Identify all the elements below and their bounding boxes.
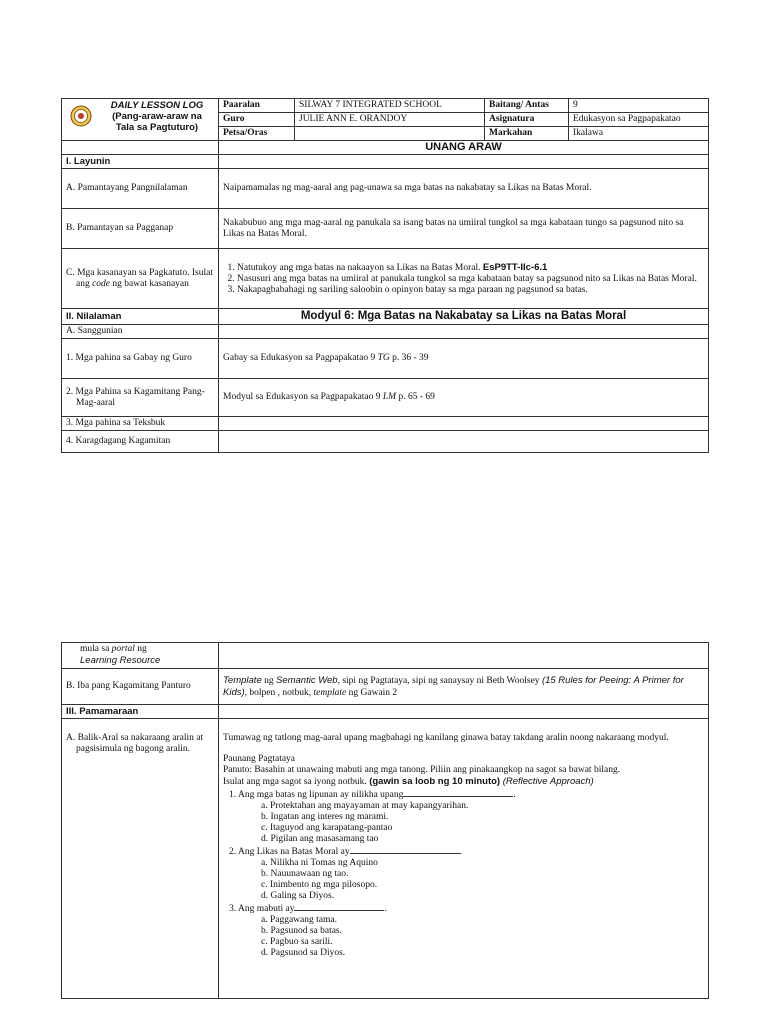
objective-code: EsP9TT-IIc-6.1 <box>482 261 548 273</box>
kasanayan-objectives <box>219 249 709 309</box>
sanggunian-blank <box>219 325 709 339</box>
portal-label: mula sa portal ng Learning Resource <box>62 643 219 669</box>
kagamitan-value: Modyul sa Edukasyon sa Pagpapakatao 9 LM p. 65 - 69 <box>219 379 709 417</box>
option: b. Ingatan ang interes ng marami. <box>261 812 389 822</box>
question-3: 3. Ang mabuti ay . <box>229 904 387 914</box>
gabay-value: Gabay sa Edukasyon sa Pagpapakatao 9 TG p. 36 - 39 <box>219 339 709 379</box>
option: d. Pigilan ang masasamang tao <box>261 834 379 844</box>
day-heading: UNANG ARAW <box>219 141 709 155</box>
dll-title: DAILY LESSON LOG <box>110 100 204 111</box>
petsa-label: Petsa/Oras <box>219 127 295 141</box>
answer-blank <box>403 788 513 797</box>
balik-intro: Tumawag ng tatlong mag-aaral upang magbahagi ng kanilang ginawa batay takdang aralin noong nakaraang modyul. <box>223 733 669 743</box>
option: b. Nauunawaan ng tao. <box>261 869 349 879</box>
teksbuk-label: 3. Mga pahina sa Teksbuk <box>62 417 219 431</box>
layunin-blank <box>219 155 709 169</box>
option: c. Inimbento ng mga pilosopo. <box>261 880 378 890</box>
iba-pang-value: Template ng Semantic Web, sipi ng Pagtataya, sipi ng sanaysay ni Beth Woolsey (15 Rules for Peeing: A Primer for Kids), bolpen , notbuk, template ng Gawain 2 <box>219 669 709 705</box>
option: d. Galing sa Diyos. <box>261 891 335 901</box>
markahan-value: Ikalawa <box>569 127 709 141</box>
markahan-label: Markahan <box>485 127 569 141</box>
baitang-value: 9 <box>569 99 709 113</box>
objective-item: 3. Nakapagbabahagi ng sariling saloobin o opinyon batay sa mga paraan ng pagsunod sa batas. <box>237 285 704 296</box>
header-logo-cell <box>62 99 219 141</box>
option: b. Pagsunod sa batas. <box>261 926 343 936</box>
paunang-pagtataya: Paunang Pagtataya <box>223 754 296 764</box>
option: c. Pagbuo sa sarili. <box>261 937 333 947</box>
option: a. Nilikha ni Tomas ng Aquino <box>261 858 378 868</box>
pagganap-label: B. Pamantayan sa Pagganap <box>62 209 219 249</box>
balik-aral-label: A. Balik-Aral sa nakaraang aralin at pagsisimula ng bagong aralin. <box>62 719 219 999</box>
teksbuk-blank <box>219 417 709 431</box>
school-seal-icon <box>70 105 92 127</box>
balik-aral-content <box>219 719 709 999</box>
option: c. Itaguyod ang karapatang-pantao <box>261 823 393 833</box>
panuto-text: Panuto: Basahin at unawaing mabuti ang mga tanong. Piliin ang pinakaangkop na sagot sa bawat bilang. <box>223 765 621 775</box>
answer-blank <box>350 845 460 854</box>
objective-item: 2. Nasusuri ang mga batas na umiiral at panukala tungkol sa mga kabataan batay sa pagsunod nito sa Likas na Batas Moral. <box>237 274 704 285</box>
sanggunian-label: A. Sanggunian <box>62 325 219 339</box>
asignatura-label: Asignatura <box>485 113 569 127</box>
dll-subtitle-1: (Pang-araw-araw na <box>112 111 202 122</box>
answer-blank <box>294 902 384 911</box>
baitang-label: Baitang/ Antas <box>485 99 569 113</box>
petsa-value <box>295 127 485 141</box>
question-1: 1. Ang mga batas ng lipunan ay nilikha upang . <box>229 790 516 800</box>
karagdagang-label: 4. Karagdagang Kagamitan <box>62 431 219 453</box>
pamamaraan-blank <box>219 705 709 719</box>
layunin-heading: I. Layunin <box>62 155 219 169</box>
module-title: Modyul 6: Mga Batas na Nakabatay sa Likas na Batas Moral <box>219 309 709 325</box>
karagdagang-blank <box>219 431 709 453</box>
pamantayang-label: A. Pamantayang Pangnilalaman <box>62 169 219 209</box>
day-blank-cell <box>62 141 219 155</box>
paaralan-label: Paaralan <box>219 99 295 113</box>
objective-item: 1. Natutukoy ang mga batas na nakaayon sa Likas na Batas Moral. EsP9TT-IIc-6.1 <box>237 262 704 274</box>
option: a. Protektahan ang mayayaman at may kapangyarihan. <box>261 801 469 811</box>
gabay-label: 1. Mga pahina sa Gabay ng Guro <box>62 339 219 379</box>
option: a. Paggawang tama. <box>261 915 337 925</box>
portal-blank <box>219 643 709 669</box>
pamantayang-value: Naipamamalas ng mag-aaral ang pag-unawa sa mga batas na nakabatay sa Likas na Batas Moral. <box>219 169 709 209</box>
dll-subtitle-2: Tala sa Pagtuturo) <box>115 122 199 133</box>
guro-value: JULIE ANN E. ORANDOY <box>295 113 485 127</box>
kagamitan-label: 2. Mga Pahina sa Kagamitang Pang-Mag-aaral <box>62 379 219 417</box>
option: d. Pagsunod sa Diyos. <box>261 948 346 958</box>
pamamaraan-heading: III. Pamamaraan <box>62 705 219 719</box>
asignatura-value: Edukasyon sa Pagpapakatao <box>569 113 709 127</box>
guro-label: Guro <box>219 113 295 127</box>
paaralan-value: SILWAY 7 INTEGRATED SCHOOL <box>295 99 485 113</box>
isulat-text: Isulat ang mga sagot sa iyong notbuk. (gawin sa loob ng 10 minuto) (Reflective Approach) <box>223 776 594 787</box>
lesson-log-table-page1 <box>61 98 709 453</box>
question-2: 2. Ang Likas na Batas Moral ay . <box>229 847 462 857</box>
nilalaman-heading: II. Nilalaman <box>62 309 219 325</box>
pagganap-value: Nakabubuo ang mga mag-aaral ng panukala sa isang batas na umiiral tungkol sa mga kabataan tungo sa pagsunod nito sa Likas na Batas Moral. <box>219 209 709 249</box>
iba-pang-label: B. Iba pang Kagamitang Panturo <box>62 669 219 705</box>
kasanayan-label: C. Mga kasanayan sa Pagkatuto. Isulat ang code ng bawat kasanayan <box>62 249 219 309</box>
lesson-log-table-page2 <box>61 642 709 999</box>
